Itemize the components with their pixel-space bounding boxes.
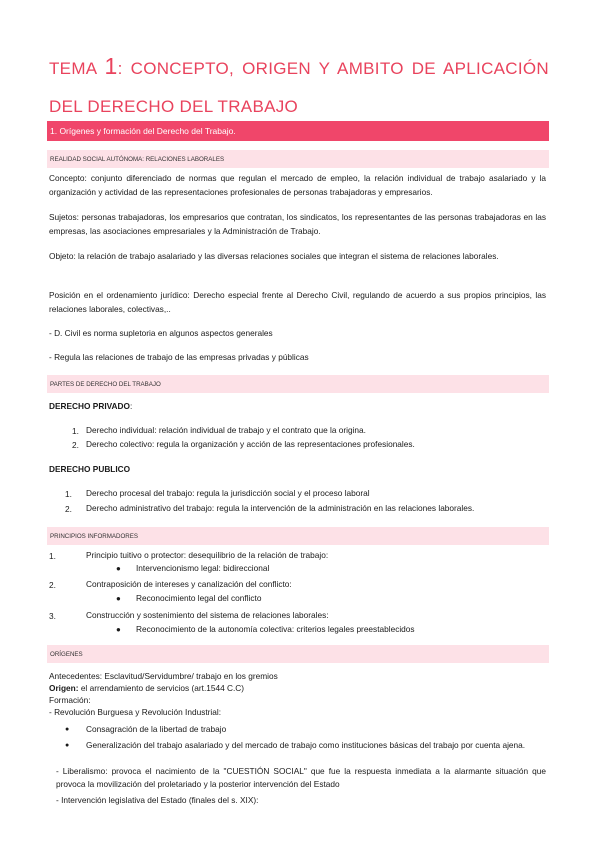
paragraph-posicion: Posición en el ordenamiento jurídico: Derecho especial frente al Derecho Civil, regulando de acuerdo a sus propios principios, las relaciones laborales, colectivas,.. bbox=[49, 290, 546, 314]
list-item: Derecho individual: relación individual de trabajo y el contrato que la origina. bbox=[86, 425, 366, 435]
list-item: Reconocimiento legal del conflicto bbox=[136, 593, 262, 603]
origen-line: Origen: el arrendamiento de servicios (art.1544 C.C) bbox=[49, 683, 245, 693]
bullet-icon: ● bbox=[116, 564, 121, 573]
list-item: Consagración de la libertad de trabajo bbox=[86, 724, 227, 734]
intervencion-line: - Intervención legislativa del Estado (finales del s. XIX): bbox=[56, 795, 259, 805]
list-item: Derecho administrativo del trabajo: regula la intervención de la administración en las relaciones laborales. bbox=[86, 503, 475, 513]
document-page: TEMA 1: CONCEPTO, ORIGEN Y AMBITO DE APLICACIÓN DEL DERECHO DEL TRABAJO 1. Orígenes y formación del Derecho del Trabajo. REALIDAD SOCIAL AUTÓNOMA: RELACIONES LABORALES Concepto: conjunto diferenciado de normas que regulan el mercado de empleo, la relación individual de trabajo asalariado y la organización y actividad de las representaciones profesionales de personas trabajadoras y empresarios. Sujetos: personas trabajadoras, los empresarios que contratan, los sindicatos, los representantes de las personas trabajadoras en las empresas, las asociaciones empresariales y la Administración de Trabajo. Objeto: la relación de trabajo asalariado y las diversas relaciones sociales que integran el sistema de relaciones laborales. Posición en el ordenamiento jurídico: Derecho especial frente al Derecho Civil, regulando de acuerdo a sus propios principios, las relaciones laborales, colectivas,.. - D. Civil es norma supletoria en algunos aspectos generales - Regula las relaciones de trabajo de las empresas privadas y públicas PARTES DE DERECHO DEL TRABAJO DERECHO PRIVADO: 1. Derecho individual: relación individual de trabajo y el contrato que la origina. 2. Derecho colectivo: regula la organización y acción de las representaciones profesionales. DERECHO PUBLICO 1. Derecho procesal del trabajo: regula la jurisdicción social y el proceso laboral 2. Derecho administrativo del trabajo: regula la intervención de la administración en las relaciones laborales. PRINCIPIOS INFORMADORES 1. Principio tuitivo o protector: desequilibrio de la relación de trabajo: ● Intervencionismo legal: bidireccional 2. Contraposición de intereses y canalización del conflicto: ● Reconocimiento legal del conflicto 3. Construcción y sostenimiento del sistema de relaciones laborales: ● Reconocimiento de la autonomía colectiva: criterios legales preestablecidos ORÍGENES Antecedentes: Esclavitud/Servidumbre/ trabajo en los gremios Origen: el arrendamiento de servicios (art.1544 C.C) Formación: - Revolución Burguesa y Revolución Industrial: ● Consagración de la libertad de trabajo ● Generalización del trabajo asalariado y del mercado de trabajo como instituciones básicas del trabajo por cuenta ajena. - Liberalismo: provoca el nacimiento de la "CUESTIÓN SOCIAL" que fue la respuesta inmediata a la alarmante situación que provoca la movilización del proletariado y la posterior intervención del Estado - Intervención legislativa del Estado (finales del s. XIX): bbox=[0, 0, 600, 848]
bullet-icon: ● bbox=[116, 625, 121, 634]
revolucion-line: - Revolución Burguesa y Revolución Industrial: bbox=[49, 707, 222, 717]
liberalismo-paragraph: - Liberalismo: provoca el nacimiento de la "CUESTIÓN SOCIAL" que fue la respuesta inmediata a la alarmante situación que provoca la movilización del proletariado y la posterior intervención del Estado bbox=[56, 766, 546, 789]
list-item: Contraposición de intereses y canalización del conflicto: bbox=[86, 579, 292, 589]
bullet-icon: ● bbox=[65, 726, 70, 733]
subsection-header-partes: PARTES DE DERECHO DEL TRABAJO bbox=[47, 375, 549, 393]
list-item: Derecho colectivo: regula la organización y acción de las representaciones profesionales. bbox=[86, 439, 415, 449]
subsection-header-realidad-social: REALIDAD SOCIAL AUTÓNOMA: RELACIONES LABORALES bbox=[47, 150, 549, 168]
page-title: TEMA 1: CONCEPTO, ORIGEN Y AMBITO DE APLICACIÓN DEL DERECHO DEL TRABAJO bbox=[49, 53, 549, 116]
bullet-icon: ● bbox=[116, 594, 121, 603]
bullet-icon: ● bbox=[65, 742, 70, 749]
paragraph-objeto: Objeto: la relación de trabajo asalariado y las diversas relaciones sociales que integran el sistema de relaciones laborales. bbox=[49, 251, 499, 261]
paragraph-derecho-civil: - D. Civil es norma supletoria en algunos aspectos generales bbox=[49, 328, 273, 338]
formacion-line: Formación: bbox=[49, 695, 91, 705]
derecho-privado-label: DERECHO PRIVADO: bbox=[49, 401, 133, 411]
list-item: Intervencionismo legal: bidireccional bbox=[136, 563, 270, 573]
list-item: Derecho procesal del trabajo: regula la jurisdicción social y el proceso laboral bbox=[86, 488, 370, 498]
derecho-publico-label: DERECHO PUBLICO bbox=[49, 464, 131, 474]
section-header-origenes-formacion: 1. Orígenes y formación del Derecho del Trabajo. bbox=[47, 121, 549, 141]
paragraph-concepto: Concepto: conjunto diferenciado de normas que regulan el mercado de empleo, la relación individual de trabajo asalariado y la organización y actividad de las representaciones profesionales de personas trabajadoras y empresarios. bbox=[49, 173, 546, 197]
paragraph-sujetos: Sujetos: personas trabajadoras, los empresarios que contratan, los sindicatos, los representantes de las personas trabajadoras en las empresas, las asociaciones empresariales y la Administración de Trabajo. bbox=[49, 212, 546, 236]
subsection-header-origenes: ORÍGENES bbox=[47, 645, 549, 663]
antecedentes-line: Antecedentes: Esclavitud/Servidumbre/ trabajo en los gremios bbox=[49, 671, 278, 681]
list-item: Principio tuitivo o protector: desequilibrio de la relación de trabajo: bbox=[86, 550, 329, 560]
list-item: Construcción y sostenimiento del sistema de relaciones laborales: bbox=[86, 610, 329, 620]
paragraph-regula: - Regula las relaciones de trabajo de las empresas privadas y públicas bbox=[49, 352, 309, 362]
subsection-header-principios: PRINCIPIOS INFORMADORES bbox=[47, 527, 549, 545]
list-item: Reconocimiento de la autonomía colectiva: criterios legales preestablecidos bbox=[136, 624, 415, 634]
list-item: Generalización del trabajo asalariado y del mercado de trabajo como instituciones básicas del trabajo por cuenta ajena. bbox=[86, 740, 526, 750]
